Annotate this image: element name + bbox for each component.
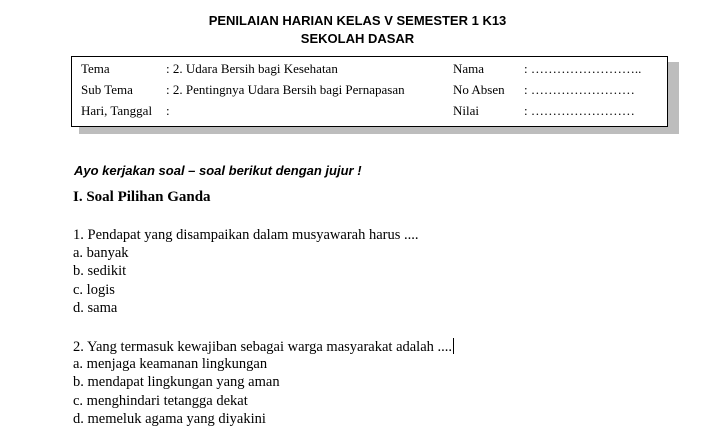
no-absen-label: No Absen: [453, 82, 505, 97]
question-1-option-b[interactable]: b. sedikit: [73, 263, 127, 279]
instruction-text: Ayo kerjakan soal – soal berikut dengan jujur !: [74, 163, 362, 178]
hari-tanggal-label: Hari, Tanggal: [81, 103, 153, 118]
question-2-option-c[interactable]: c. menghindari tetangga dekat: [73, 393, 248, 409]
question-2: 2. Yang termasuk kewajiban sebagai warga masyarakat adalah ....: [73, 339, 453, 355]
question-1-option-a[interactable]: a. banyak: [73, 245, 129, 261]
question-1-option-c[interactable]: c. logis: [73, 282, 115, 298]
question-1: 1. Pendapat yang disampaikan dalam musyawarah harus ....: [73, 227, 419, 243]
question-2-option-d[interactable]: d. memeluk agama yang diyakini: [73, 411, 266, 427]
subtema-label: Sub Tema: [81, 82, 133, 97]
nama-field[interactable]: : ……………………..: [524, 61, 642, 76]
subtema-value: : 2. Pentingnya Udara Bersih bagi Pernapasan: [166, 82, 405, 97]
question-1-option-d[interactable]: d. sama: [73, 300, 118, 316]
document-title: PENILAIAN HARIAN KELAS V SEMESTER 1 K13: [208, 13, 507, 28]
tema-value: : 2. Udara Bersih bagi Kesehatan: [166, 61, 338, 76]
nama-label: Nama: [453, 61, 485, 76]
question-2-line: [73, 338, 454, 356]
nilai-label: Nilai: [453, 103, 479, 118]
tema-label: Tema: [81, 61, 110, 76]
no-absen-field[interactable]: : ……………………: [524, 82, 635, 97]
nilai-field[interactable]: : ……………………: [524, 103, 635, 118]
text-cursor: [453, 338, 454, 354]
hari-tanggal-value[interactable]: :: [166, 103, 170, 118]
question-2-option-a[interactable]: a. menjaga keamanan lingkungan: [73, 356, 268, 372]
question-2-option-b[interactable]: b. mendapat lingkungan yang aman: [73, 374, 280, 390]
document-subtitle: SEKOLAH DASAR: [300, 31, 415, 46]
section-title: I. Soal Pilihan Ganda: [73, 189, 211, 205]
